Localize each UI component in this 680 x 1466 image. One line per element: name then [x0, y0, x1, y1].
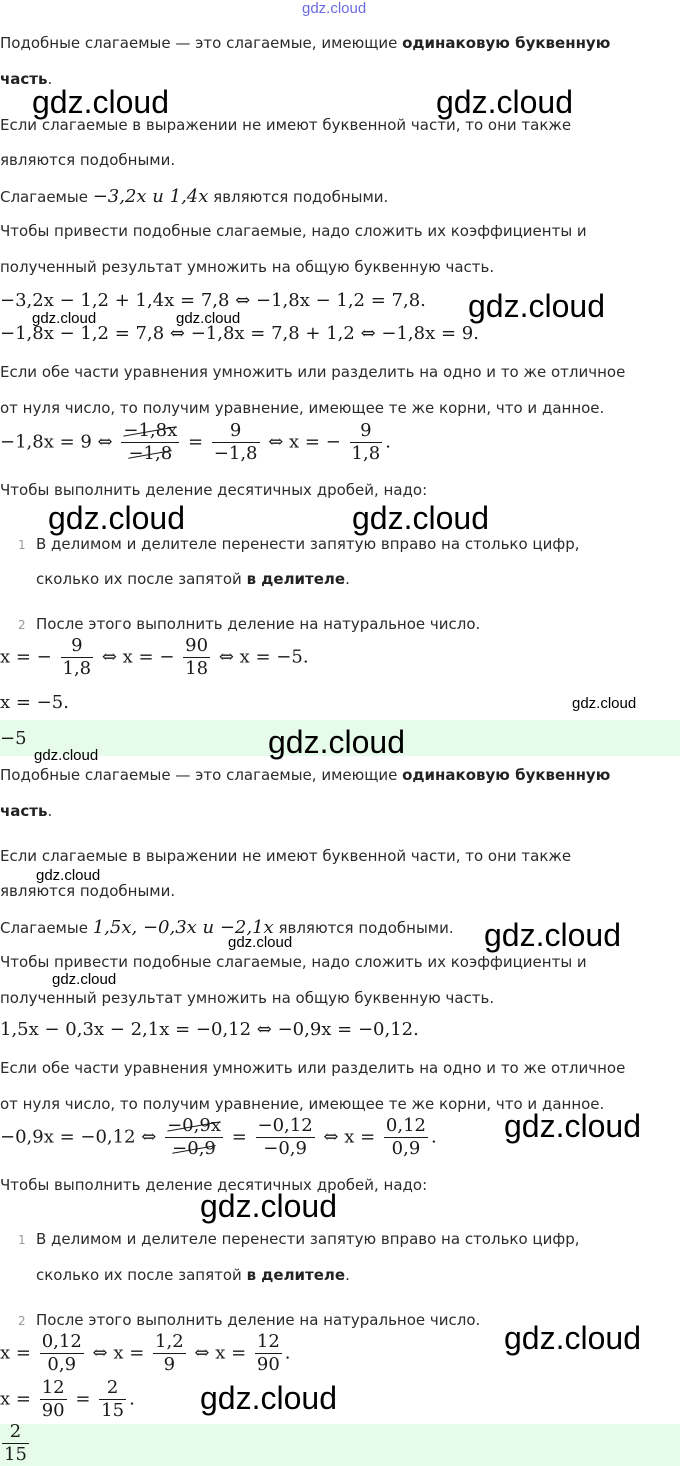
fraction [121, 421, 179, 464]
watermark: gdz.cloud [352, 500, 489, 536]
equals-sign: = [231, 1126, 247, 1148]
fraction [99, 1378, 126, 1421]
fraction-denominator: −0,9 [172, 1138, 216, 1159]
fraction-denominator: 90 [41, 1400, 65, 1421]
no-letter-rule-2: являются подобными. [0, 151, 176, 169]
list-number: 2 [18, 1314, 26, 1328]
terms-suffix: являются подобными. [208, 188, 389, 206]
definition-text [0, 766, 610, 784]
eq2-left: −0,9x = −0,12 ⇔ [0, 1126, 157, 1148]
no-letter-rule-1: Если слагаемые в выражении не имеют буквенной части, то они также [0, 116, 572, 134]
multiply-rule-1: Если обе части уравнения умножить или разделить на одно и то же отличное [0, 363, 626, 381]
equals-sign: = [187, 431, 204, 453]
equation-3 [0, 421, 391, 464]
header-watermark: gdz.cloud [302, 0, 367, 17]
fraction-numerator: −1,8x [123, 420, 178, 441]
watermark: gdz.cloud [32, 84, 169, 120]
fraction [61, 636, 94, 679]
step-1-bold: в делителе [246, 570, 346, 588]
similar-terms-line [0, 917, 454, 938]
step-2-line [18, 615, 480, 633]
equals-sign: = [75, 1388, 91, 1410]
fraction-numerator: 9 [61, 636, 94, 658]
step-2-line [18, 1311, 480, 1329]
fraction-numerator: 90 [185, 635, 209, 656]
equation-1: 1,5x − 0,3x − 2,1x = −0,12 ⇔ −0,9x = −0,12. [0, 1019, 419, 1040]
eq4-right: ⇔ x = −5. [218, 646, 309, 668]
watermark: gdz.cloud [484, 917, 621, 953]
fraction-denominator: 1,8 [351, 443, 381, 464]
fraction-numerator: −0,12 [257, 1115, 313, 1136]
fraction-denominator: 90 [256, 1354, 280, 1375]
division-intro: Чтобы выполнить деление десятичных дробей, надо: [0, 1176, 428, 1194]
rule-line-1: Чтобы привести подобные слагаемые, надо сложить их коэффициенты и [0, 953, 587, 971]
fraction-numerator: 12 [256, 1331, 280, 1352]
step-1-line-2 [36, 570, 350, 588]
watermark: gdz.cloud [228, 934, 293, 951]
fraction [40, 1332, 84, 1375]
equation-2 [0, 1116, 437, 1159]
eq4-left: x = [0, 1388, 31, 1410]
watermark: gdz.cloud [34, 747, 99, 764]
fraction-denominator: −1,8 [128, 443, 173, 464]
step-1-text-2: сколько их после запятой [36, 1266, 247, 1284]
fraction-numerator: 12 [41, 1377, 65, 1398]
equation-2: −1,8x − 1,2 = 7,8 ⇔ −1,8x = 7,8 + 1,2 ⇔ −1,8x = 9. [0, 323, 479, 344]
fraction-numerator: 9 [212, 421, 260, 443]
eq3-mid: ⇔ x = − [268, 431, 341, 453]
definition-start: Подобные слагаемые — это слагаемые, имеющие [0, 766, 403, 784]
fraction-numerator: 1,2 [155, 1331, 184, 1352]
equation-4 [0, 636, 309, 679]
equation-5: x = −5. [0, 692, 69, 713]
eq2-mid: ⇔ x = [323, 1126, 376, 1148]
list-number: 2 [18, 618, 26, 632]
fraction [350, 421, 383, 464]
step-1-line-1 [18, 535, 580, 553]
watermark: gdz.cloud [48, 500, 185, 536]
fraction-denominator: 15 [4, 1444, 27, 1465]
equation-4 [0, 1378, 135, 1421]
fraction [212, 421, 260, 464]
multiply-rule-2: от нуля число, то получим уравнение, имеющее те же корни, что и данное. [0, 399, 605, 417]
multiply-rule-2: от нуля число, то получим уравнение, имеющее те же корни, что и данное. [0, 1095, 605, 1113]
fraction-numerator: 0,12 [385, 1115, 426, 1136]
watermark: gdz.cloud [200, 1380, 337, 1416]
equation-1: −3,2x − 1,2 + 1,4x = 7,8 ⇔ −1,8x − 1,2 = 7,8. [0, 290, 426, 311]
fraction-numerator: −0,9x [167, 1115, 221, 1136]
eq3-left: −1,8x = 9 ⇔ [0, 431, 113, 453]
fraction-denominator: −0,9 [263, 1138, 307, 1159]
fraction-denominator: 0,9 [47, 1354, 77, 1375]
watermark: gdz.cloud [436, 84, 573, 120]
terms-prefix: Слагаемые [0, 919, 93, 937]
no-letter-rule-2: являются подобными. [0, 882, 176, 900]
watermark: gdz.cloud [504, 1108, 641, 1144]
fraction [183, 636, 210, 679]
rule-line-2: полученный результат умножить на общую буквенную часть. [0, 989, 495, 1007]
fraction-numerator: 2 [99, 1378, 126, 1400]
step-1-text-2: сколько их после запятой [36, 570, 247, 588]
step-2-text: После этого выполнить деление на натуральное число. [36, 1311, 481, 1329]
eq3-left: x = [0, 1342, 31, 1364]
definition-period: . [47, 70, 53, 88]
step-1-end: . [345, 570, 350, 588]
fraction [40, 1378, 67, 1421]
eq3-end: . [385, 431, 391, 453]
watermark: gdz.cloud [52, 971, 117, 988]
eq3-mid-2: ⇔ x = [194, 1342, 247, 1364]
list-number: 1 [18, 538, 26, 552]
fraction-denominator: 1,8 [62, 658, 92, 679]
terms-math: −3,2x и 1,4x [92, 186, 209, 207]
fraction-numerator: 9 [350, 421, 383, 443]
step-1-line-2 [36, 1266, 350, 1284]
fraction-numerator: 2 [2, 1422, 29, 1444]
fraction-denominator: 0,9 [391, 1138, 421, 1159]
definition-bold-2: часть [0, 802, 48, 820]
fraction-denominator: −1,8 [213, 443, 258, 464]
fraction-denominator: 9 [163, 1354, 176, 1375]
terms-suffix: являются подобными. [273, 919, 454, 937]
definition-start: Подобные слагаемые — это слагаемые, имеющие [0, 34, 403, 52]
no-letter-rule-1: Если слагаемые в выражении не имеют буквенной части, то они также [0, 847, 572, 865]
definition-bold-2: часть [0, 70, 48, 88]
division-intro: Чтобы выполнить деление десятичных дробей, надо: [0, 481, 428, 499]
step-1-bold: в делителе [246, 1266, 346, 1284]
watermark: gdz.cloud [200, 1188, 337, 1224]
definition-bold: одинаковую буквенную [402, 766, 611, 784]
fraction [384, 1116, 428, 1159]
eq4-end: . [129, 1388, 135, 1410]
watermark: gdz.cloud [32, 310, 97, 327]
watermark: gdz.cloud [36, 867, 101, 884]
terms-prefix: Слагаемые [0, 188, 93, 206]
eq3-end: . [284, 1342, 291, 1364]
eq3-mid: ⇔ x = [92, 1342, 145, 1364]
watermark: gdz.cloud [268, 724, 405, 760]
watermark: gdz.cloud [176, 310, 241, 327]
fraction-denominator: 18 [185, 658, 209, 679]
fraction [256, 1116, 315, 1159]
step-1-text: В делимом и делителе перенести запятую вправо на столько цифр, [36, 1230, 580, 1248]
similar-terms-line [0, 186, 388, 207]
rule-line-1: Чтобы привести подобные слагаемые, надо сложить их коэффициенты и [0, 222, 587, 240]
fraction [255, 1332, 282, 1375]
rule-line-2: полученный результат умножить на общую буквенную часть. [0, 258, 495, 276]
watermark: gdz.cloud [468, 288, 605, 324]
multiply-rule-1: Если обе части уравнения умножить или разделить на одно и то же отличное [0, 1059, 626, 1077]
step-1-text: В делимом и делителе перенести запятую вправо на столько цифр, [36, 535, 580, 553]
answer-fraction [2, 1422, 29, 1465]
definition-cont [0, 802, 52, 820]
answer-value: −5 [0, 728, 27, 749]
fraction-numerator: 0,12 [41, 1331, 82, 1352]
watermark: gdz.cloud [572, 695, 637, 712]
eq4-left: x = − [0, 646, 52, 668]
terms-math: 1,5x, −0,3x и −2,1x [92, 917, 274, 938]
eq4-mid: ⇔ x = − [101, 646, 175, 668]
answer-band [0, 1424, 680, 1466]
fraction-denominator: 15 [101, 1400, 125, 1421]
equation-3 [0, 1332, 291, 1375]
step-2-text: После этого выполнить деление на натуральное число. [36, 615, 481, 633]
definition-text [0, 34, 610, 52]
answer-value [2, 1422, 29, 1465]
eq2-end: . [431, 1126, 437, 1148]
definition-bold: одинаковую буквенную [402, 34, 611, 52]
list-number: 1 [18, 1233, 26, 1247]
fraction [153, 1332, 186, 1375]
step-1-line-1 [18, 1230, 580, 1248]
step-1-end: . [345, 1266, 350, 1284]
watermark: gdz.cloud [504, 1320, 641, 1356]
fraction [165, 1116, 223, 1159]
definition-period: . [47, 802, 53, 820]
